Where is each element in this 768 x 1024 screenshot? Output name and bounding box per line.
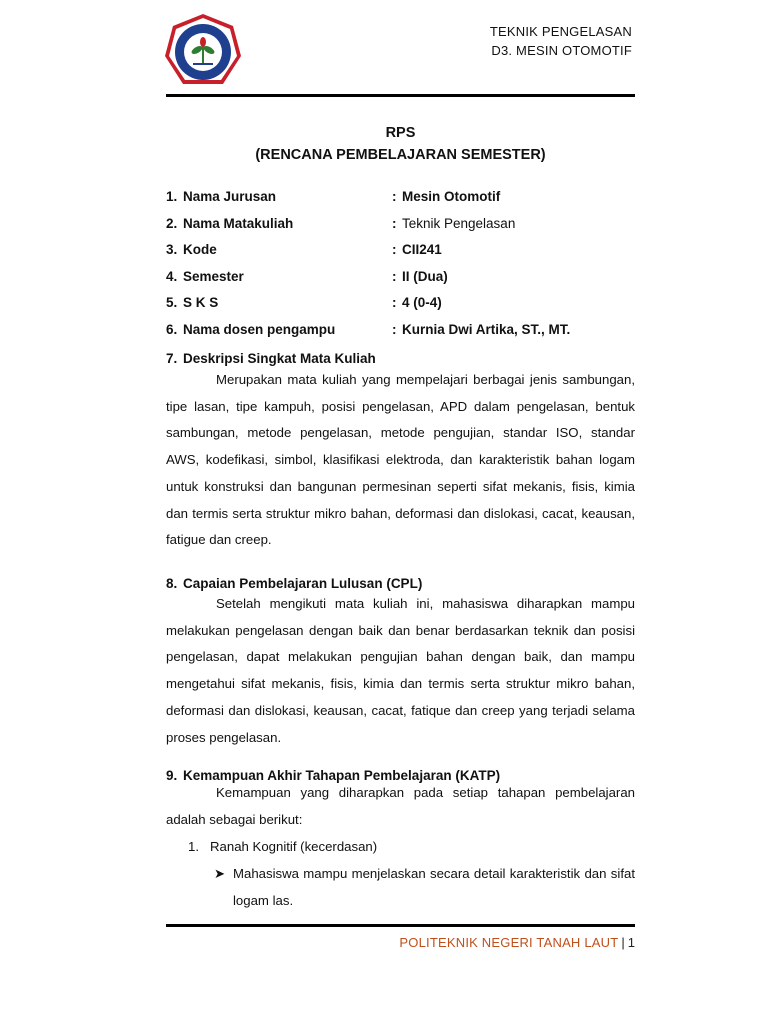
info-number: 2. bbox=[166, 215, 178, 231]
info-label: Nama dosen pengampu bbox=[183, 321, 336, 337]
info-value: II (Dua) bbox=[402, 268, 448, 284]
info-row-sks bbox=[166, 295, 635, 322]
info-number: 3. bbox=[166, 242, 178, 257]
info-value: 4 (0-4) bbox=[402, 295, 442, 310]
header-program: D3. MESIN OTOMOTIF bbox=[491, 43, 632, 58]
info-row-kode bbox=[166, 242, 635, 269]
footer-divider-mark: | bbox=[621, 935, 625, 950]
title-abbreviation: RPS bbox=[385, 125, 416, 141]
info-separator: : bbox=[392, 321, 397, 337]
section-7-body: Merupakan mata kuliah yang mempelajari berbagai jenis sambungan, tipe lasan, tipe kampuh, posisi pengelasan, APD dalam pengelasan, bentuk sambungan, metode pengelasan, metode pengujian, standar ISO, standar AWS, kodefikasi, simbol, klasifikasi elektroda, dan karakteristik bahan logam untuk konstruksi dan bangunan permesinan seperti sifat mekanis, fisis, kimia dan termis serta struktur mikro bahan, deformasi dan dislokasi, cacat, keausan, fatigue dan creep. bbox=[166, 372, 635, 548]
info-number: 5. bbox=[166, 295, 178, 310]
info-value: Mesin Otomotif bbox=[402, 189, 501, 204]
info-number: 1. bbox=[166, 189, 178, 204]
section-9-body: Kemampuan yang diharapkan pada setiap tahapan pembelajaran adalah sebagai berikut: bbox=[166, 785, 635, 827]
info-label: Nama Jurusan bbox=[183, 189, 277, 204]
info-separator: : bbox=[392, 215, 397, 231]
info-row-matakuliah bbox=[166, 216, 635, 243]
info-value: CII241 bbox=[402, 242, 442, 257]
section-8-body: Setelah mengikuti mata kuliah ini, mahasiswa diharapkan mampu melakukan pengelasan dengan baik dan benar berdasarkan teknik dan posisi pengelasan, dapat melakukan pengujian bahan dengan baik, dan mampu mengetahui sifat mekanis, fisis, kimia dan termis serta struktur mikro bahan, deformasi dan dislokasi, keausan, cacat, fatique dan creep yang terjadi selama proses pengelasan. bbox=[166, 596, 635, 745]
section-title: Deskripsi Singkat Mata Kuliah bbox=[183, 351, 376, 366]
sub-item-label: Ranah Kognitif (kecerdasan) bbox=[210, 839, 378, 854]
footer-divider bbox=[166, 924, 635, 927]
course-info-list bbox=[166, 189, 635, 348]
header-divider bbox=[166, 94, 635, 97]
info-label: Kode bbox=[183, 242, 217, 257]
bullet-text: Mahasiswa mampu menjelaskan secara detail karakteristik dan sifat logam las. bbox=[233, 866, 635, 908]
info-row-dosen bbox=[166, 322, 635, 349]
arrow-bullet-icon: ➤ bbox=[214, 866, 226, 881]
info-separator: : bbox=[392, 189, 397, 204]
info-value: Teknik Pengelasan bbox=[402, 215, 516, 231]
header-course-title: TEKNIK PENGELASAN bbox=[489, 24, 632, 39]
info-label: Nama Matakuliah bbox=[183, 215, 294, 231]
title-full: (RENCANA PEMBELAJARAN SEMESTER) bbox=[255, 147, 546, 163]
info-label: Semester bbox=[183, 268, 244, 284]
page-number: 1 bbox=[627, 935, 635, 950]
info-separator: : bbox=[392, 268, 397, 284]
section-number: 8. bbox=[166, 576, 178, 591]
info-row-semester bbox=[166, 269, 635, 296]
page-footer bbox=[399, 935, 635, 950]
section-number: 9. bbox=[166, 768, 178, 783]
institution-logo bbox=[163, 12, 243, 92]
info-separator: : bbox=[392, 242, 397, 257]
info-label: S K S bbox=[183, 295, 219, 310]
info-separator: : bbox=[392, 295, 397, 310]
info-row-jurusan bbox=[166, 189, 635, 216]
info-value: Kurnia Dwi Artika, ST., MT. bbox=[402, 321, 571, 337]
info-number: 4. bbox=[166, 268, 178, 284]
info-number: 6. bbox=[166, 321, 178, 337]
section-number: 7. bbox=[166, 351, 178, 366]
section-title: Kemampuan Akhir Tahapan Pembelajaran (KATP) bbox=[183, 768, 501, 783]
footer-institution: POLITEKNIK NEGERI TANAH LAUT bbox=[399, 935, 619, 950]
sub-item-number: 1. bbox=[188, 839, 199, 854]
section-title: Capaian Pembelajaran Lulusan (CPL) bbox=[183, 576, 423, 591]
header-course-info bbox=[490, 22, 632, 60]
document-title bbox=[166, 122, 635, 166]
